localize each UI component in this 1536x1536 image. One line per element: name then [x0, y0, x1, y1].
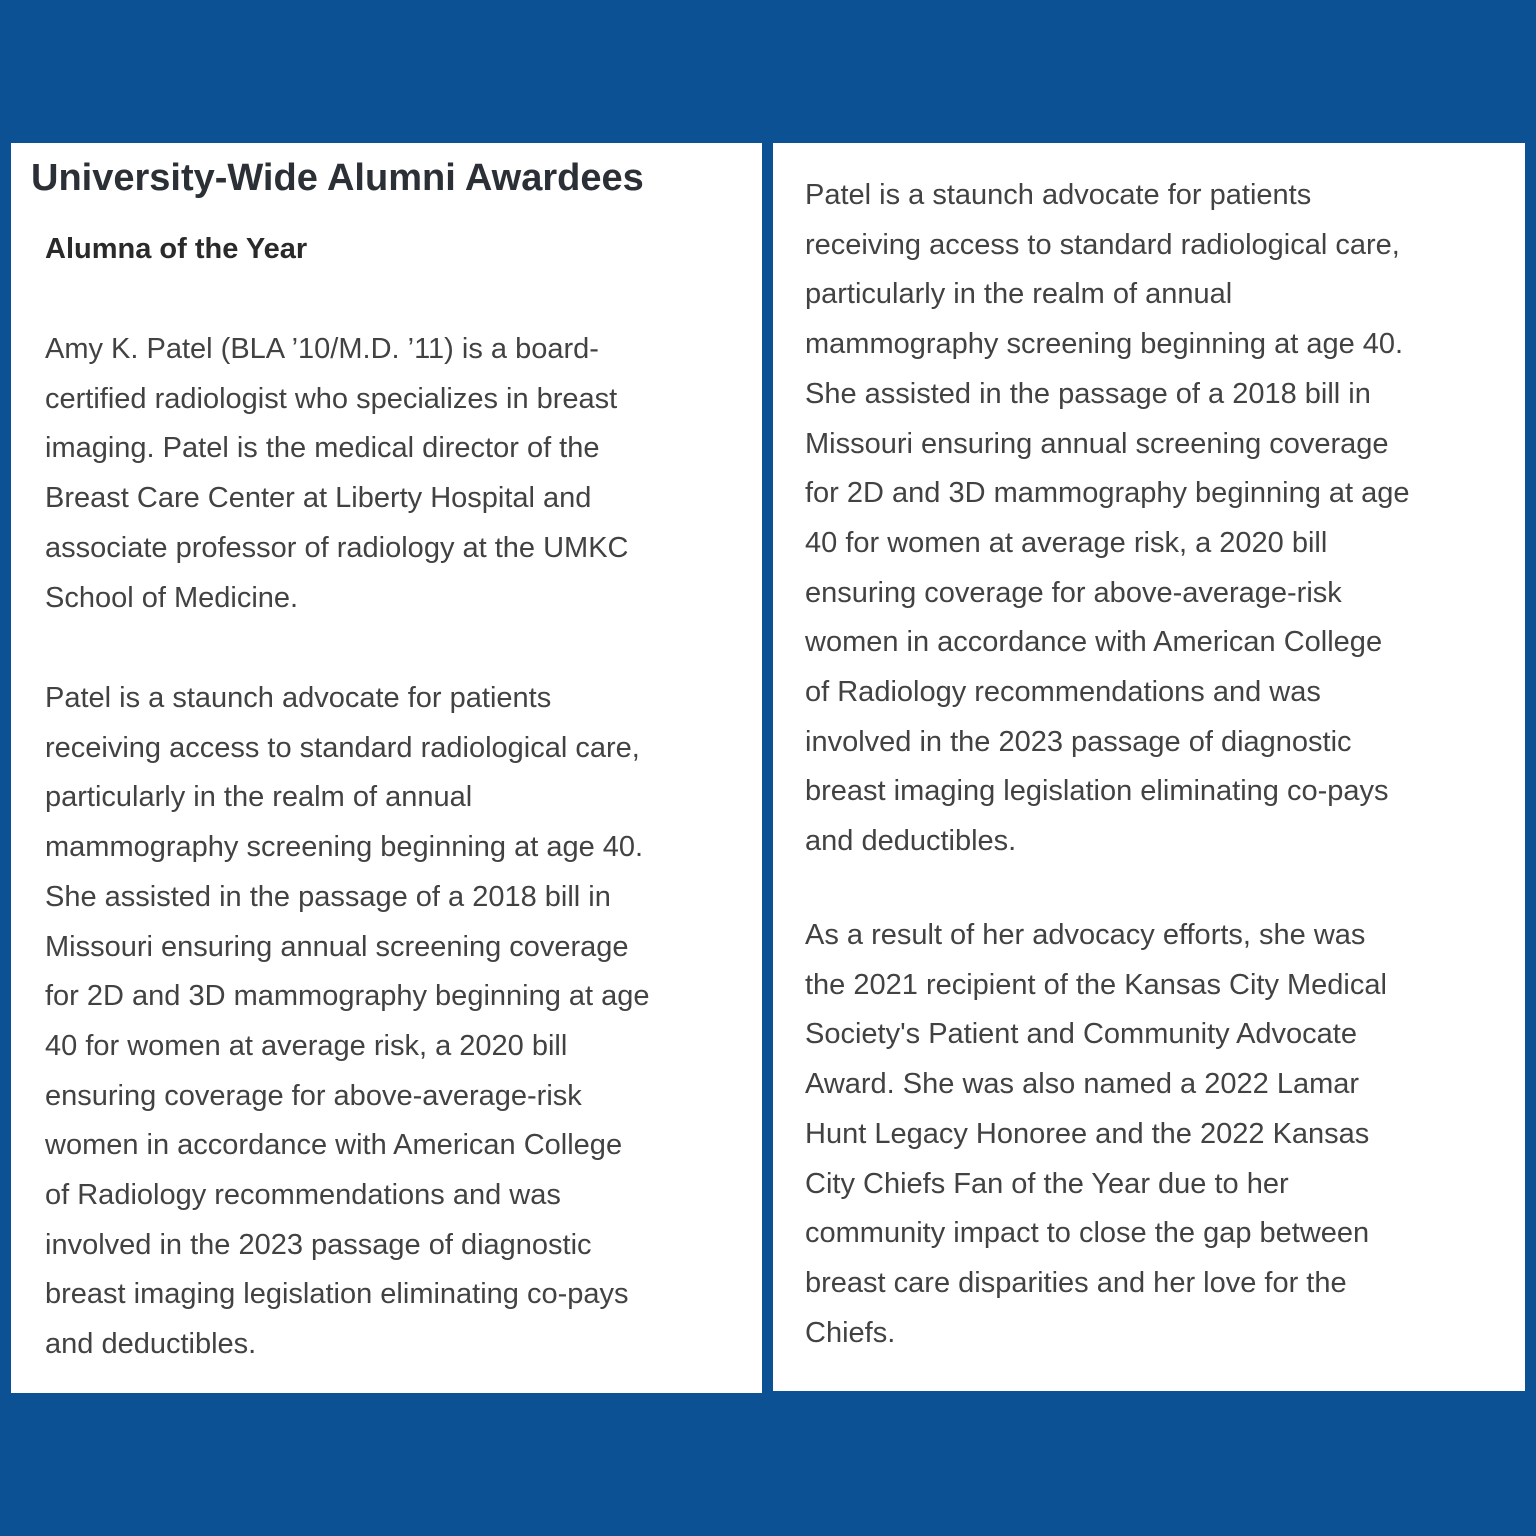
text-line: involved in the 2023 passage of diagnostic — [805, 725, 1352, 758]
text-line: for 2D and 3D mammography beginning at age — [45, 980, 650, 1013]
text-line: of Radiology recommendations and was — [805, 676, 1321, 709]
text-line: for 2D and 3D mammography beginning at age — [805, 477, 1410, 510]
text-line: Society's Patient and Community Advocate — [805, 1018, 1357, 1051]
text-line: School of Medicine. — [45, 581, 299, 614]
right-paragraph-1 — [805, 171, 1410, 867]
text-line: associate professor of radiology at the UMKC — [45, 531, 629, 564]
award-title: Alumna of the Year — [45, 233, 308, 265]
text-line: of Radiology recommendations and was — [45, 1179, 561, 1212]
text-line: Amy K. Patel (BLA ’10/M.D. ’11) is a board- — [45, 333, 599, 365]
text-line: particularly in the realm of annual — [805, 278, 1233, 311]
text-line: She assisted in the passage of a 2018 bill in — [805, 377, 1371, 410]
text-line: 40 for women at average risk, a 2020 bill — [45, 1029, 568, 1062]
text-line: Patel is a staunch advocate for patients — [805, 179, 1312, 211]
left-paragraph-2 — [45, 674, 650, 1370]
text-line: As a result of her advocacy efforts, she was — [805, 919, 1366, 951]
text-line: the 2021 recipient of the Kansas City Medical — [805, 968, 1387, 1001]
text-line: receiving access to standard radiological care, — [45, 731, 640, 764]
text-line: Breast Care Center at Liberty Hospital and — [45, 482, 592, 515]
text-line: Missouri ensuring annual screening coverage — [805, 427, 1389, 460]
text-line: community impact to close the gap between — [805, 1217, 1370, 1250]
text-line: Chiefs. — [805, 1316, 896, 1349]
text-line: certified radiologist who specializes in breast — [45, 382, 618, 415]
text-line: ensuring coverage for above-average-risk — [805, 576, 1342, 609]
text-line: women in accordance with American College — [45, 1129, 623, 1162]
text-line: Missouri ensuring annual screening coverage — [45, 930, 629, 963]
text-line: Award. She was also named a 2022 Lamar — [805, 1068, 1360, 1101]
text-line: breast care disparities and her love for the — [805, 1266, 1347, 1299]
text-line: breast imaging legislation eliminating co-pays — [45, 1278, 629, 1311]
text-line: breast imaging legislation eliminating co-pays — [805, 775, 1389, 808]
section-heading: University-Wide Alumni Awardees — [31, 157, 644, 199]
text-line: City Chiefs Fan of the Year due to her — [805, 1167, 1289, 1200]
left-panel — [11, 143, 762, 1393]
text-line: particularly in the realm of annual — [45, 781, 473, 814]
text-line: ensuring coverage for above-average-risk — [45, 1079, 582, 1112]
text-line: She assisted in the passage of a 2018 bill in — [45, 880, 611, 913]
text-line: and deductibles. — [45, 1328, 257, 1361]
text-line: women in accordance with American College — [805, 626, 1383, 659]
right-panel — [773, 143, 1525, 1391]
right-paragraph-2 — [805, 911, 1387, 1358]
text-line: Hunt Legacy Honoree and the 2022 Kansas — [805, 1117, 1370, 1150]
text-line: mammography screening beginning at age 40. — [805, 328, 1404, 361]
text-line: imaging. Patel is the medical director of the — [45, 432, 600, 465]
text-line: and deductibles. — [805, 825, 1017, 858]
text-line: involved in the 2023 passage of diagnostic — [45, 1228, 592, 1261]
text-line: Patel is a staunch advocate for patients — [45, 682, 552, 714]
text-line: receiving access to standard radiological care, — [805, 228, 1400, 261]
text-line: 40 for women at average risk, a 2020 bill — [805, 526, 1328, 559]
left-paragraph-1 — [45, 325, 629, 623]
text-line: mammography screening beginning at age 40. — [45, 831, 644, 864]
